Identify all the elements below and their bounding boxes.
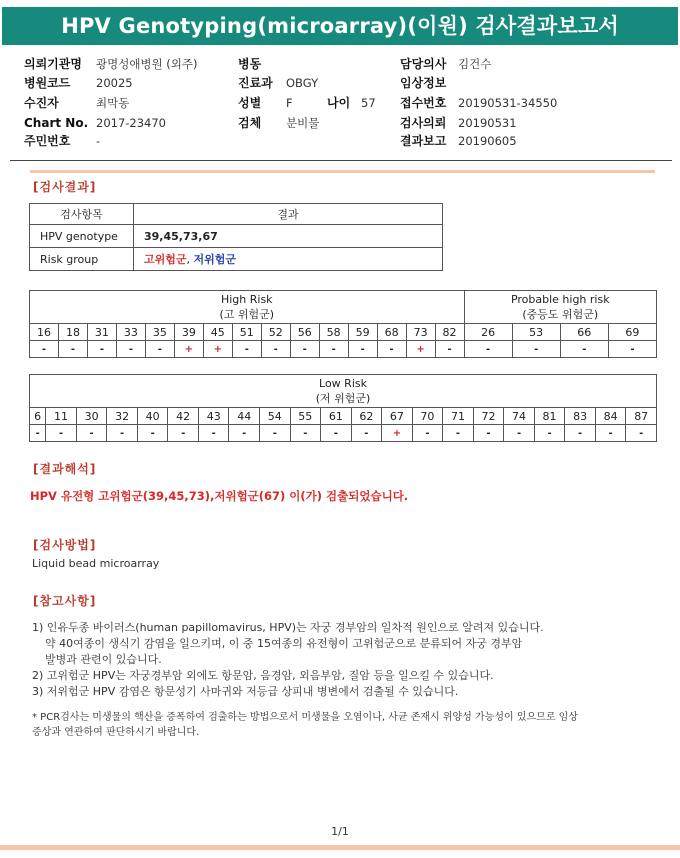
header-value: 20190531: [458, 116, 517, 130]
section-method-heading: [검사방법]: [33, 538, 97, 552]
header-label: 수진자: [24, 96, 59, 110]
col-item-header: 검사항목: [30, 204, 134, 225]
genotype-cell: 68: [377, 324, 406, 341]
genotype-cell: 6: [30, 408, 46, 425]
genotype-cell: 83: [565, 408, 596, 425]
result-cell: -: [30, 425, 46, 442]
genotype-value: 39,45,73,67: [134, 225, 443, 248]
genotype-cell: 56: [290, 324, 319, 341]
result-cell: +: [203, 341, 232, 358]
header-label: 담당의사: [400, 57, 447, 71]
table-row: [30, 248, 443, 271]
result-cell: -: [504, 425, 535, 442]
result-cell: -: [464, 341, 512, 358]
reference-line-2: 약 40여종이 생식기 감염을 일으키며, 이 중 15여종의 유전형이 고위험군으로 분류되어 자궁 경부암: [45, 637, 523, 650]
report-title: HPV Genotyping(microarray)(이원) 검사결과보고서: [2, 7, 678, 45]
genotype-cell: 16: [30, 324, 59, 341]
header-label: Chart No.: [24, 116, 89, 130]
age-value: 57: [361, 96, 376, 110]
genotype-cell: 58: [319, 324, 348, 341]
high-risk-table: [29, 290, 657, 358]
genotype-cell: 72: [473, 408, 504, 425]
genotype-cell: 66: [560, 324, 608, 341]
result-cell: -: [560, 341, 608, 358]
genotype-cell: 43: [198, 408, 229, 425]
genotype-cell: 55: [290, 408, 321, 425]
genotype-cell: 67: [382, 408, 413, 425]
genotype-cell: 42: [168, 408, 199, 425]
result-cell: -: [260, 425, 291, 442]
header-value: 20190605: [458, 134, 517, 148]
age-label: 나이: [327, 96, 351, 110]
result-cell: -: [87, 341, 116, 358]
result-cell: -: [534, 425, 565, 442]
genotype-cell: 40: [137, 408, 168, 425]
genotype-cell: 32: [107, 408, 138, 425]
reference-line-1: 1) 인유두종 바이러스(human papillomavirus, HPV)는 자궁 경부암의 일차적 원인으로 알려져 있습니다.: [32, 621, 544, 634]
low-risk-table: [29, 374, 657, 442]
genotype-cell: 53: [512, 324, 560, 341]
result-cell: -: [565, 425, 596, 442]
result-cell: -: [319, 341, 348, 358]
reference-line-5: 3) 저위험군 HPV 감염은 항문성기 사마귀와 저등급 상피내 병변에서 검출될 수 있습니다.: [32, 685, 459, 698]
header-label: 성별: [238, 96, 262, 110]
result-cell: -: [107, 425, 138, 442]
header-value: 광명성애병원 (외주): [96, 57, 198, 71]
genotype-cell: 54: [260, 408, 291, 425]
result-table: [29, 203, 443, 271]
risk-low-text: 저위험군: [193, 253, 237, 266]
result-cell: -: [512, 341, 560, 358]
note-line-1: * PCR검사는 미생물의 핵산을 증폭하여 검출하는 방법으로서 미생물을 오염이나, 사균 존재시 위양성 가능성이 있으므로 임상: [32, 712, 578, 723]
header-label: 병원코드: [24, 76, 71, 90]
header-label: 임상정보: [400, 76, 447, 90]
header-divider: [10, 160, 672, 161]
reference-line-3: 발병과 관련이 있습니다.: [45, 653, 162, 666]
genotype-label: HPV genotype: [30, 225, 134, 248]
genotype-cell: 44: [229, 408, 260, 425]
genotype-cell: 33: [116, 324, 145, 341]
genotype-cell: 52: [261, 324, 290, 341]
result-cell: -: [232, 341, 261, 358]
genotype-cell: 35: [145, 324, 174, 341]
genotype-cell: 61: [321, 408, 352, 425]
result-cell: +: [174, 341, 203, 358]
header-value: 최막동: [96, 96, 130, 110]
header-label: 결과보고: [400, 134, 447, 148]
interpretation-text: HPV 유전형 고위험군(39,45,73),저위험군(67) 이(가) 검출되었습니다.: [30, 489, 409, 503]
low-risk-header: Low Risk (저 위험군): [30, 375, 657, 408]
result-cell: -: [321, 425, 352, 442]
result-cell: -: [261, 341, 290, 358]
result-cell: -: [76, 425, 107, 442]
header-label: 주민번호: [24, 134, 71, 148]
table-row: [30, 225, 443, 248]
probable-high-risk-header: Probable high risk (중등도 위험군): [464, 291, 656, 324]
section-reference-heading: [참고사항]: [33, 594, 97, 608]
result-cell: -: [443, 425, 474, 442]
genotype-cell: 51: [232, 324, 261, 341]
genotype-cell: 69: [608, 324, 656, 341]
header-value: OBGY: [286, 76, 319, 90]
header-label: 접수번호: [400, 96, 447, 110]
section-result-heading: [검사결과]: [33, 180, 97, 194]
genotype-cell: 62: [351, 408, 382, 425]
risk-group-label: Risk group: [30, 248, 134, 271]
result-cell: -: [595, 425, 626, 442]
section-divider: [30, 170, 655, 173]
reference-line-4: 2) 고위험군 HPV는 자궁경부암 외에도 항문암, 음경암, 외음부암, 질암 등을 일으킬 수 있습니다.: [32, 669, 494, 682]
header-label: 의뢰기관명: [24, 57, 82, 71]
result-cell: -: [351, 425, 382, 442]
genotype-cell: 74: [504, 408, 535, 425]
result-cell: -: [198, 425, 229, 442]
genotype-cell: 11: [46, 408, 77, 425]
header-label: 진료과: [238, 76, 273, 90]
risk-group-value: 고위험군, 저위험군: [134, 248, 443, 271]
result-cell: -: [608, 341, 656, 358]
genotype-cell: 87: [626, 408, 657, 425]
header-value: 김건수: [458, 57, 492, 71]
result-cell: -: [473, 425, 504, 442]
header-value: F: [286, 96, 293, 110]
method-text: Liquid bead microarray: [32, 557, 160, 570]
header-value: -: [96, 134, 101, 148]
note-line-2: 증상과 연관하여 판단하시기 바랍니다.: [32, 727, 200, 738]
footer-divider: [0, 845, 680, 850]
genotype-cell: 84: [595, 408, 626, 425]
genotype-cell: 70: [412, 408, 443, 425]
header-value: 2017-23470: [96, 116, 166, 130]
genotype-cell: 31: [87, 324, 116, 341]
risk-high-text: 고위험군: [144, 253, 187, 266]
genotype-cell: 30: [76, 408, 107, 425]
genotype-cell: 71: [443, 408, 474, 425]
high-risk-header: High Risk (고 위험군): [30, 291, 465, 324]
result-cell: -: [290, 425, 321, 442]
genotype-cell: 82: [435, 324, 464, 341]
result-cell: -: [137, 425, 168, 442]
header-value: 분비물: [286, 116, 320, 130]
result-cell: -: [626, 425, 657, 442]
result-cell: -: [116, 341, 145, 358]
genotype-cell: 45: [203, 324, 232, 341]
result-cell: -: [145, 341, 174, 358]
genotype-cell: 39: [174, 324, 203, 341]
genotype-cell: 59: [348, 324, 377, 341]
result-cell: -: [46, 425, 77, 442]
result-cell: -: [30, 341, 59, 358]
header-label: 검사의뢰: [400, 116, 447, 130]
header-label: 검체: [238, 116, 262, 130]
genotype-cell: 81: [534, 408, 565, 425]
result-cell: -: [168, 425, 199, 442]
result-cell: -: [348, 341, 377, 358]
result-cell: -: [229, 425, 260, 442]
header-value: 20190531-34550: [458, 96, 558, 110]
page-number: 1/1: [331, 825, 349, 838]
result-cell: +: [406, 341, 435, 358]
genotype-cell: 18: [58, 324, 87, 341]
result-cell: -: [58, 341, 87, 358]
section-interpretation-heading: [결과해석]: [33, 462, 97, 476]
header-value: 20025: [96, 76, 133, 90]
genotype-cell: 73: [406, 324, 435, 341]
header-label: 병동: [238, 57, 262, 71]
result-cell: -: [435, 341, 464, 358]
result-cell: -: [377, 341, 406, 358]
result-cell: +: [382, 425, 413, 442]
result-cell: -: [290, 341, 319, 358]
col-result-header: 결과: [134, 204, 443, 225]
genotype-cell: 26: [464, 324, 512, 341]
result-cell: -: [412, 425, 443, 442]
